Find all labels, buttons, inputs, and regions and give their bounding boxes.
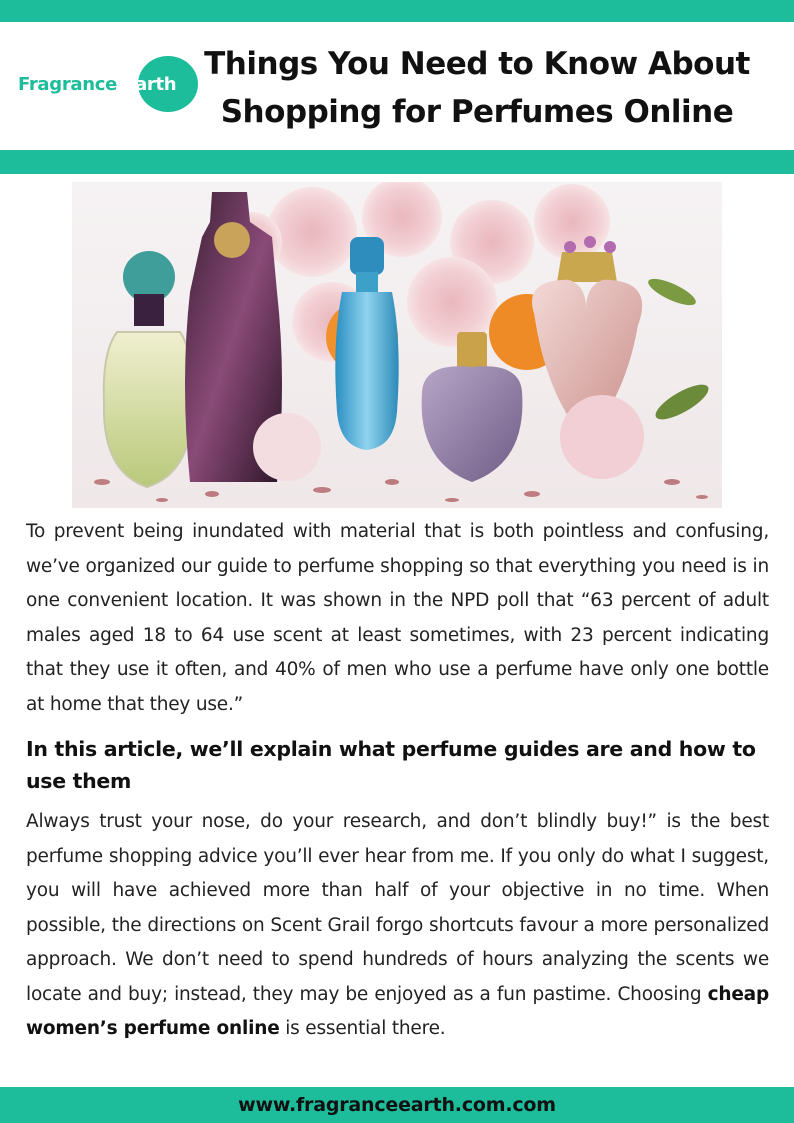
body-text-after: is essential there. xyxy=(279,1018,446,1039)
footer-website-link[interactable]: www.fragranceearth.com.com xyxy=(238,1094,556,1116)
title-line-1: Things You Need to Know About xyxy=(204,46,750,82)
footer-bar xyxy=(0,1087,794,1123)
body-paragraph xyxy=(26,805,769,1047)
intro-paragraph: To prevent being inundated with material that is both pointless and confusing, we’ve organized our guide to perfume shopping so that everything you need is in one convenient location. It was shown in the NPD poll that “63 percent of adult males aged 18 to 64 use scent at least sometimes, with 23 percent indicating that they use it often, and 40% of men who use a perfume have only one bottle at home that they use.” xyxy=(26,521,769,715)
logo-text-fragrance: Fragrance xyxy=(18,73,118,95)
title-line-2: Shopping for Perfumes Online xyxy=(220,94,734,130)
body-text-before: Always trust your nose, do your research, and don’t blindly buy!” is the best perfume shopping advice you’ll ever hear from me. If you only do what I suggest, you will have achieved more than half of your objective in no time. When possible, the directions on Scent Grail forgo shortcuts favour a more personalized approach. We don’t need to spend hundreds of hours analyzing the scents we locate and buy; instead, they may be enjoyed as a fun pastime. Choosing xyxy=(26,811,769,1005)
perfume-bottles-photo-icon xyxy=(72,182,722,508)
section-heading: In this article, we’ll explain what perfume guides are and how to use them xyxy=(26,737,756,793)
hero-image xyxy=(72,182,722,508)
cheap-perfume-link[interactable]: cheap women’s perfume online xyxy=(26,983,769,1039)
top-accent-bar xyxy=(0,0,794,22)
brand-logo[interactable] xyxy=(18,56,182,112)
page-title xyxy=(190,40,764,136)
logo-text-earth: Earth xyxy=(123,73,177,95)
header-accent-bar xyxy=(0,150,794,174)
